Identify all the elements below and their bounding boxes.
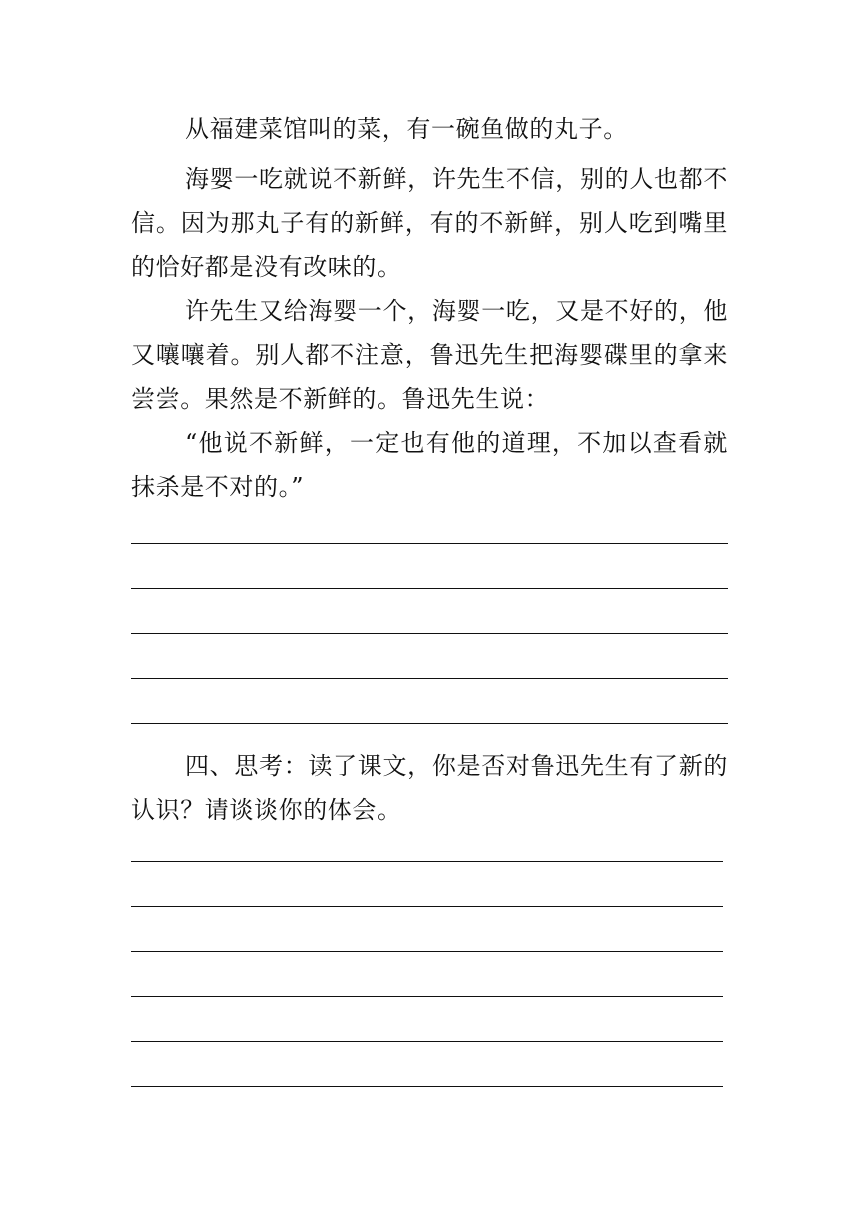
answer-line[interactable] — [131, 1086, 723, 1087]
answer-line[interactable] — [131, 861, 723, 862]
answer-line[interactable] — [131, 543, 728, 544]
passage-paragraph-3: 许先生又给海婴一个，海婴一吃，又是不好的，他又嚷嚷着。别人都不注意，鲁迅先生把海婴碟里的拿来尝尝。果然是不新鲜的。鲁迅先生说： — [131, 297, 728, 413]
passage-paragraph-4: “他说不新鲜，一定也有他的道理，不加以查看就抹杀是不对的。” — [131, 429, 728, 501]
answer-line[interactable] — [131, 588, 728, 589]
answer-line[interactable] — [131, 906, 723, 907]
answer-line[interactable] — [131, 951, 723, 952]
passage-paragraph-1: 从福建菜馆叫的菜，有一碗鱼做的丸子。 — [185, 115, 628, 143]
answer-line[interactable] — [131, 723, 728, 724]
answer-line[interactable] — [131, 633, 728, 634]
answer-line[interactable] — [131, 678, 728, 679]
answer-line[interactable] — [131, 996, 723, 997]
answer-line[interactable] — [131, 1041, 723, 1042]
question-4-prompt: 四、思考：读了课文，你是否对鲁迅先生有了新的认识？请谈谈你的体会。 — [131, 752, 728, 824]
passage-paragraph-2: 海婴一吃就说不新鲜，许先生不信，别的人也都不信。因为那丸子有的新鲜，有的不新鲜，别人吃到嘴里的恰好都是没有改味的。 — [131, 165, 728, 281]
